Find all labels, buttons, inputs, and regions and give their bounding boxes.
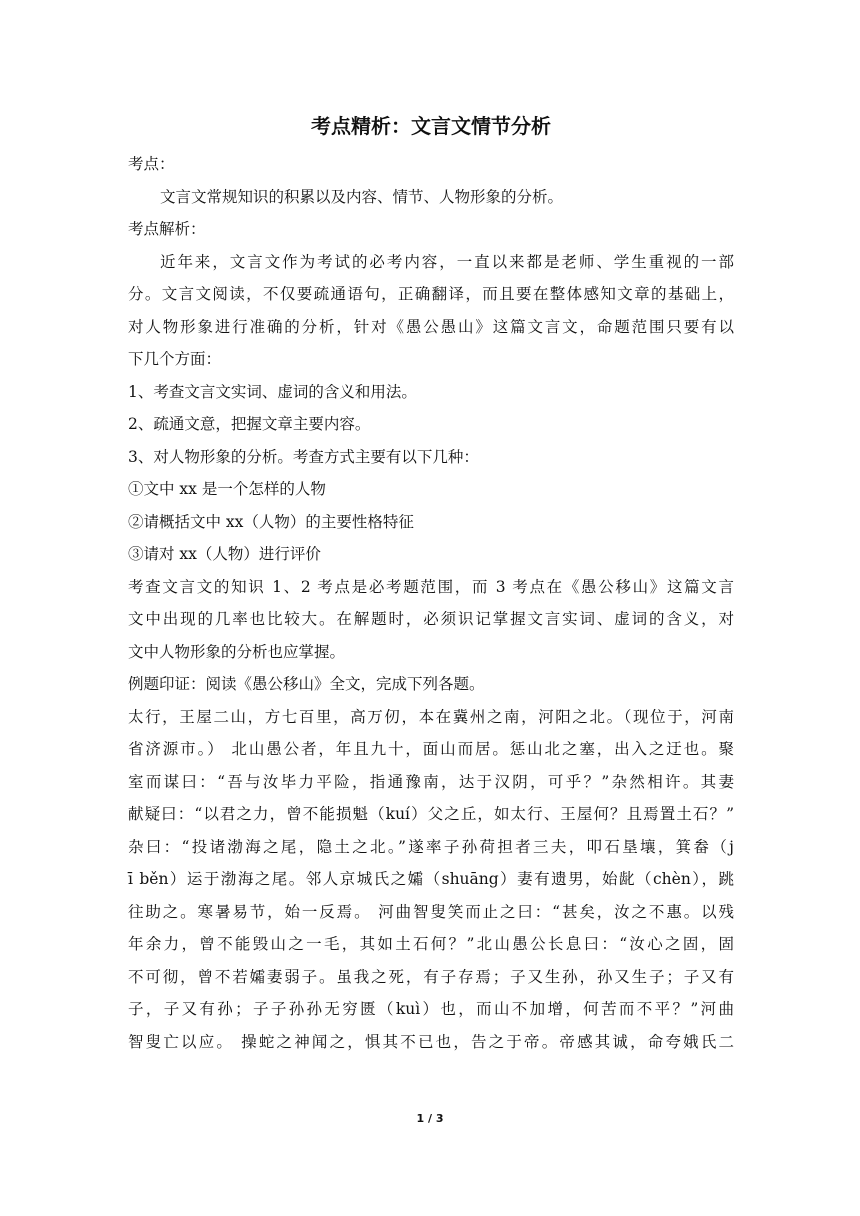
text-line: 例题印证：阅读《愚公移山》全文，完成下列各题。: [128, 675, 485, 693]
text-line: 献疑曰：“以君之力，曾不能损魁（kuí）父之丘，如太行、王屋何？且焉置土石？”: [128, 805, 734, 823]
text-line: 不可彻，曾不若孀妻弱子。虽我之死，有子存焉；子又生孙，孙又生子；子又有: [128, 967, 734, 986]
text-line: ③请对 xx（人物）进行评价: [128, 545, 321, 563]
text-line: 智叟亡以应。 操蛇之神闻之，惧其不已也，告之于帝。帝感其诚，命夸娥氏二: [128, 1032, 734, 1051]
text-line: 杂曰：“投诸渤海之尾，隐土之北。”遂率子孙荷担者三夫，叩石垦壤，箕畚（j: [128, 837, 734, 856]
text-line: 2、疏通文意，把握文章主要内容。: [128, 415, 371, 433]
page-number: 1 / 3: [416, 1112, 444, 1125]
text-line: 往助之。寒暑易节，始一反焉。 河曲智叟笑而止之曰：“甚矣，汝之不惠。以残: [128, 902, 734, 921]
text-line: 1、考查文言文实词、虚词的含义和用法。: [128, 382, 417, 401]
text-line: 文中人物形象的分析也应掌握。: [128, 642, 346, 661]
text-line: ①文中 xx 是一个怎样的人物: [128, 480, 326, 498]
text-line: ②请概括文中 xx（人物）的主要性格特征: [128, 512, 414, 531]
text-line: 考点解析：: [128, 220, 206, 238]
text-line: 考查文言文的知识 1、2 考点是必考题范围，而 3 考点在《愚公移山》这篇文言: [128, 577, 734, 596]
document-page: [128, 110, 734, 1058]
text-line: 考点：: [128, 155, 175, 173]
text-line: 近年来，文言文作为考试的必考内容，一直以来都是老师、学生重视的一部: [160, 252, 734, 271]
text-line: 太行，王屋二山，方七百里，高万仞，本在冀州之南，河阳之北。（现位于，河南: [128, 707, 734, 726]
text-line: ī běn）运于渤海之尾。邻人京城氏之孀（shuāng）妻有遗男，始龀（chèn），跳: [128, 870, 734, 888]
text-line: 室而谋曰：“吾与汝毕力平险，指通豫南，达于汉阴，可乎？”杂然相许。其妻: [128, 772, 734, 791]
text-line: 子，子又有孙；子子孙孙无穷匮（kuì）也，而山不加增，何苦而不平？”河曲: [128, 1000, 734, 1018]
text-line: 年余力，曾不能毁山之一毛，其如土石何？”北山愚公长息曰：“汝心之固，固: [128, 935, 734, 953]
document-title: 考点精析：文言文情节分析: [311, 114, 551, 138]
text-line: 分。文言文阅读，不仅要疏通语句，正确翻译，而且要在整体感知文章的基础上，: [128, 285, 734, 303]
text-line: 下几个方面：: [128, 350, 222, 368]
text-line: 省济源市。） 北山愚公者，年且九十，面山而居。惩山北之塞，出入之迂也。聚: [128, 740, 734, 758]
text-line: 对人物形象进行准确的分析，针对《愚公愚山》这篇文言文，命题范围只要有以: [128, 317, 734, 336]
text-line: 文中出现的几率也比较大。在解题时，必须识记掌握文言实词、虚词的含义，对: [128, 610, 734, 628]
document-body: [128, 148, 734, 1058]
text-line: 3、对人物形象的分析。考查方式主要有以下几种：: [128, 447, 479, 466]
text-line: 文言文常规知识的积累以及内容、情节、人物形象的分析。: [160, 187, 564, 206]
